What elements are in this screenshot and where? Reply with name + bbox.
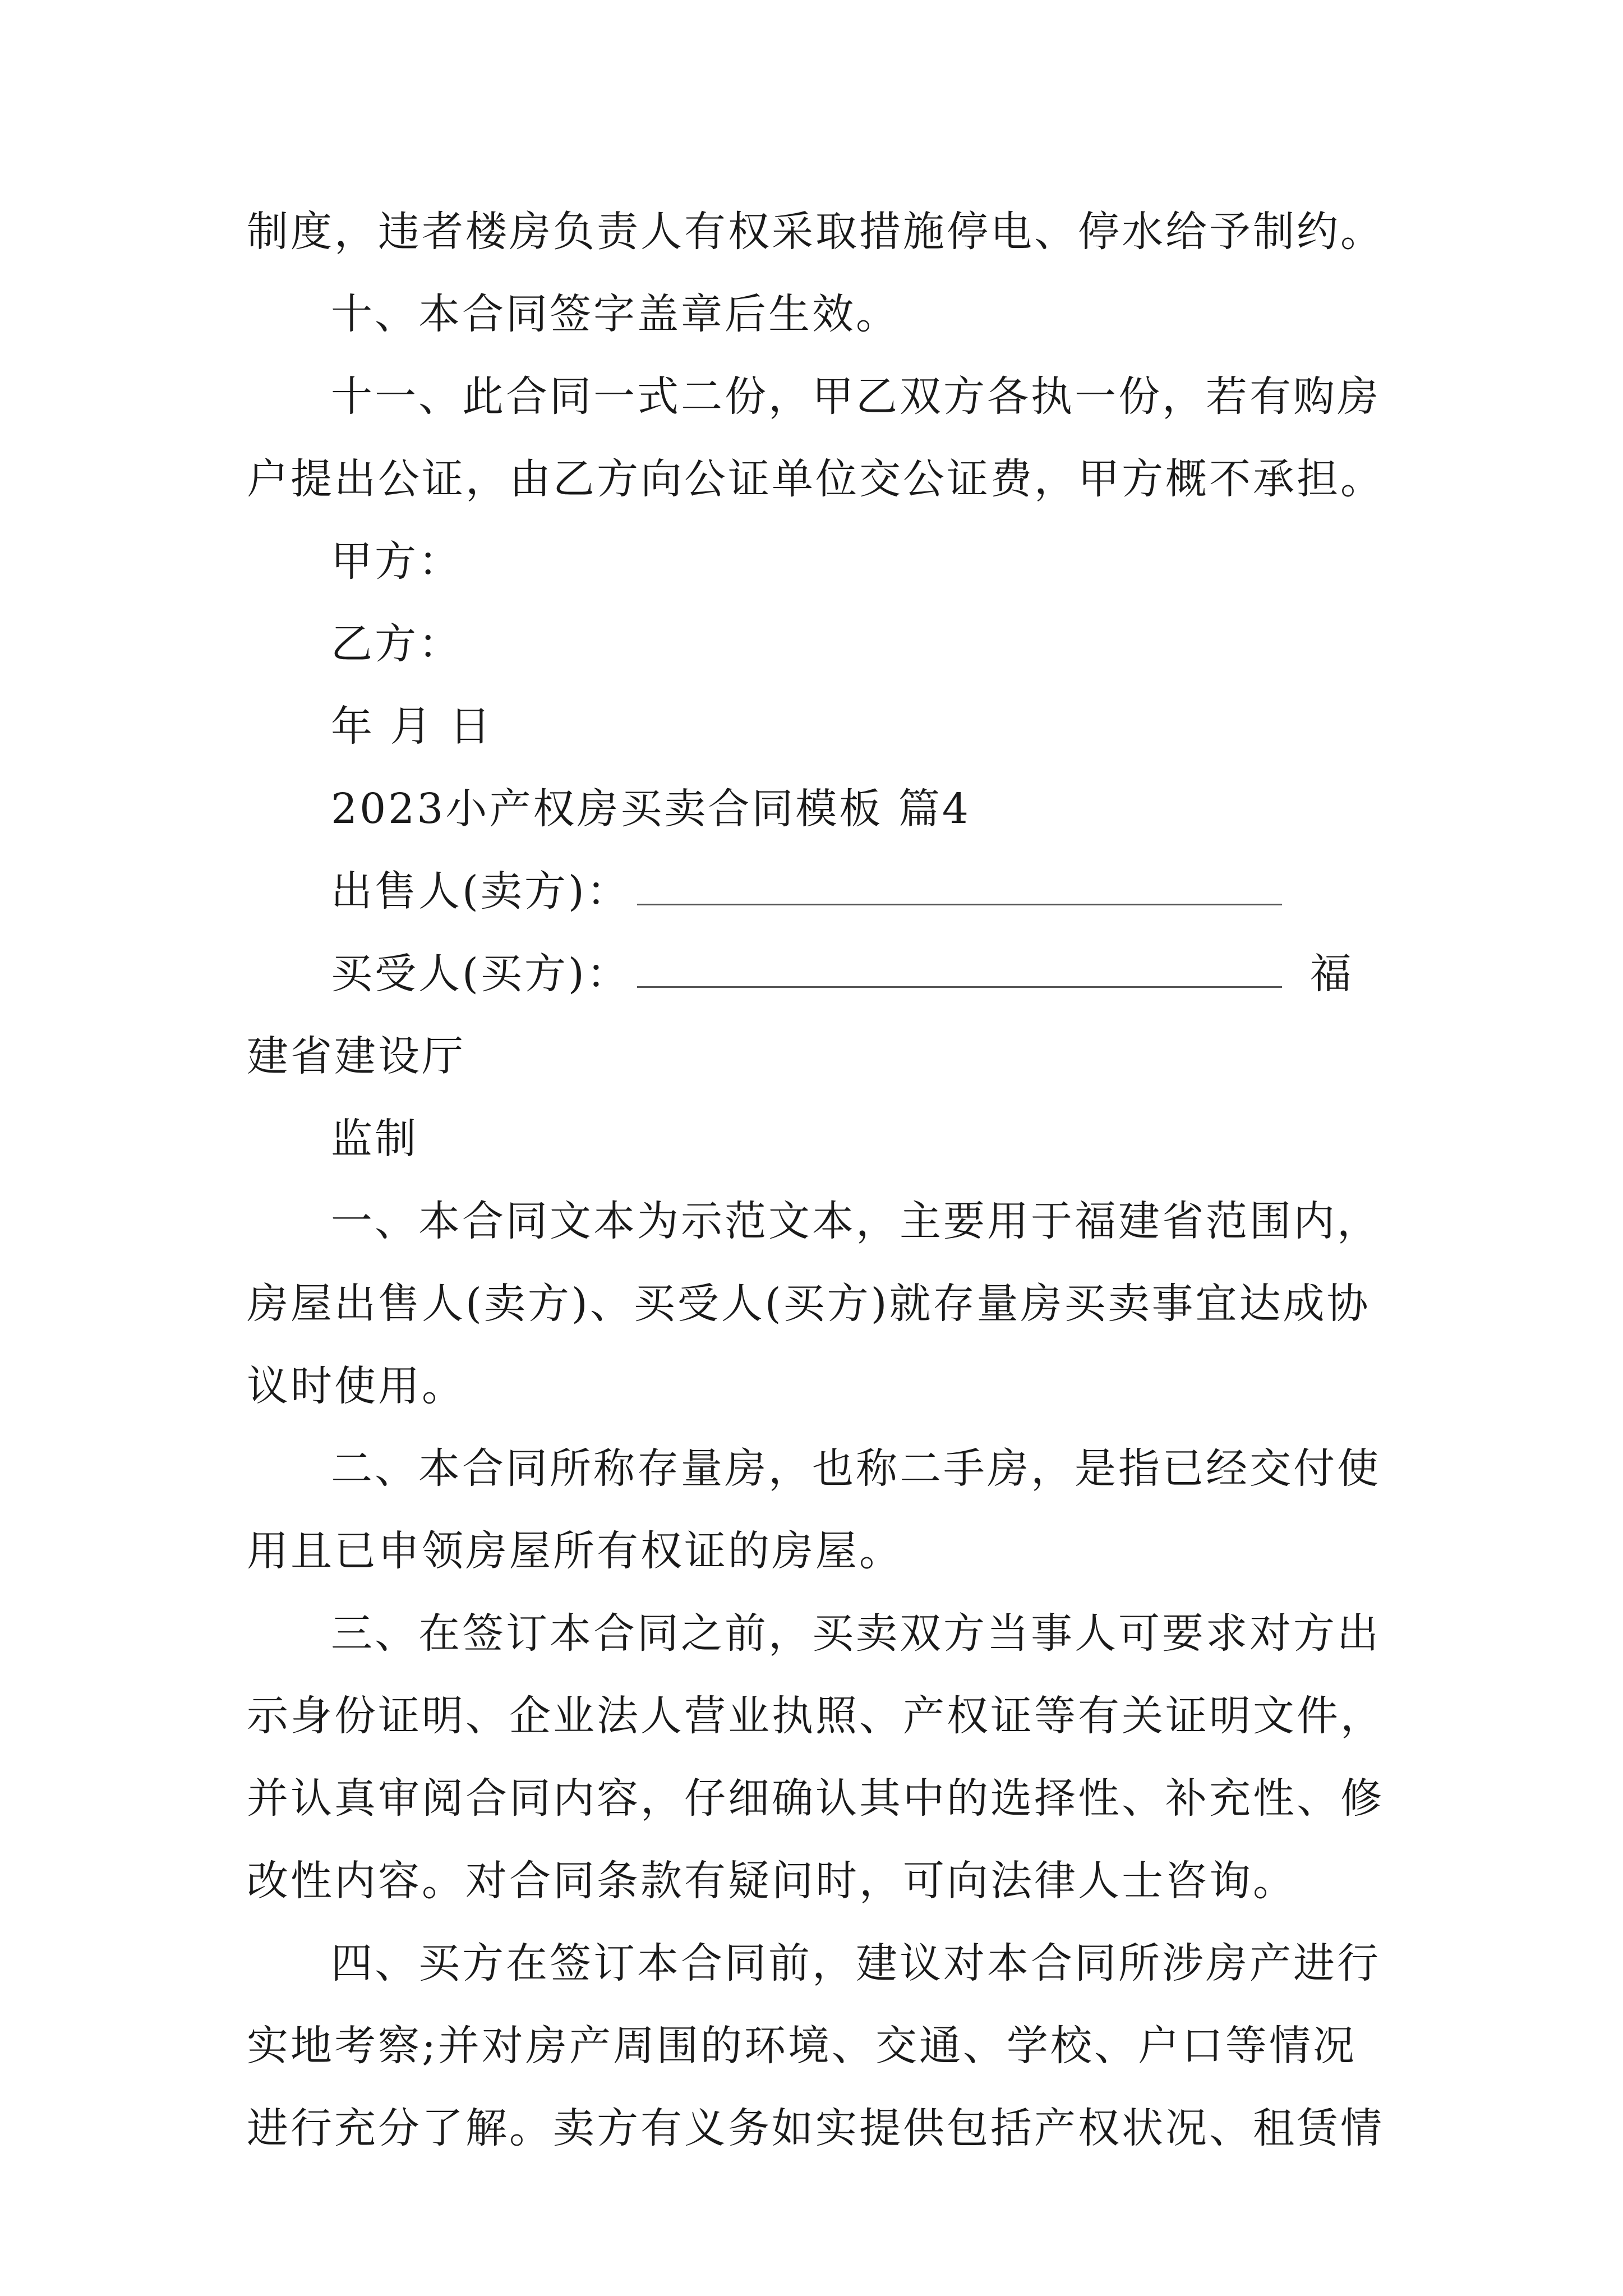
note-3: 三、在签订本合同之前，买卖双方当事人可要求对方出: [331, 1609, 1381, 1658]
text-line: 户提出公证，由乙方向公证单位交公证费，甲方概不承担。: [247, 455, 1384, 503]
seller-blank: [637, 872, 1282, 905]
buyer-line: [247, 933, 1391, 1015]
buyer-label: 买受人(买方)：: [331, 950, 630, 998]
section-title: 2023小产权房买卖合同模板 篇4: [331, 785, 971, 833]
text-line: 议时使用。: [247, 1362, 465, 1410]
note-1: 一、本合同文本为示范文本，主要用于福建省范围内，: [331, 1197, 1381, 1245]
text-line: 示身份证明、企业法人营业执照、产权证等有关证明文件，: [247, 1692, 1384, 1740]
seller-label: 出售人(卖方)：: [331, 867, 630, 915]
text-line: 实地考察;并对房产周围的环境、交通、学校、户口等情况: [247, 2022, 1357, 2070]
buyer-blank: [637, 955, 1282, 988]
party-a-label: 甲方：: [331, 537, 462, 586]
text-line: 并认真审阅合同内容，仔细确认其中的选择性、补充性、修: [247, 1774, 1384, 1823]
party-b-label: 乙方：: [331, 620, 462, 668]
document-body: [247, 191, 1391, 2170]
seller-line: [247, 850, 1391, 933]
text-fragment: 福: [1310, 950, 1354, 998]
text-line: 建省建设厅: [247, 1032, 465, 1080]
text-line: 改性内容。对合同条款有疑问时，可向法律人士咨询。: [247, 1857, 1297, 1905]
text-line: 监制: [331, 1115, 418, 1163]
text-line: 房屋出售人(卖方)、买受人(买方)就存量房买卖事宜达成协: [247, 1280, 1371, 1328]
note-2: 二、本合同所称存量房，也称二手房，是指已经交付使: [331, 1444, 1381, 1493]
date-line: 年 月 日: [331, 702, 494, 751]
text-line: 制度，违者楼房负责人有权采取措施停电、停水给予制约。: [247, 208, 1384, 256]
text-line: 用且已申领房屋所有权证的房屋。: [247, 1527, 903, 1575]
text-line: 进行充分了解。卖方有义务如实提供包括产权状况、租赁情: [247, 2104, 1384, 2152]
clause-11: 十一、此合同一式二份，甲乙双方各执一份，若有购房: [331, 372, 1381, 421]
clause-10: 十、本合同签字盖章后生效。: [331, 290, 900, 338]
note-4: 四、买方在签订本合同前，建议对本合同所涉房产进行: [331, 1939, 1381, 1987]
